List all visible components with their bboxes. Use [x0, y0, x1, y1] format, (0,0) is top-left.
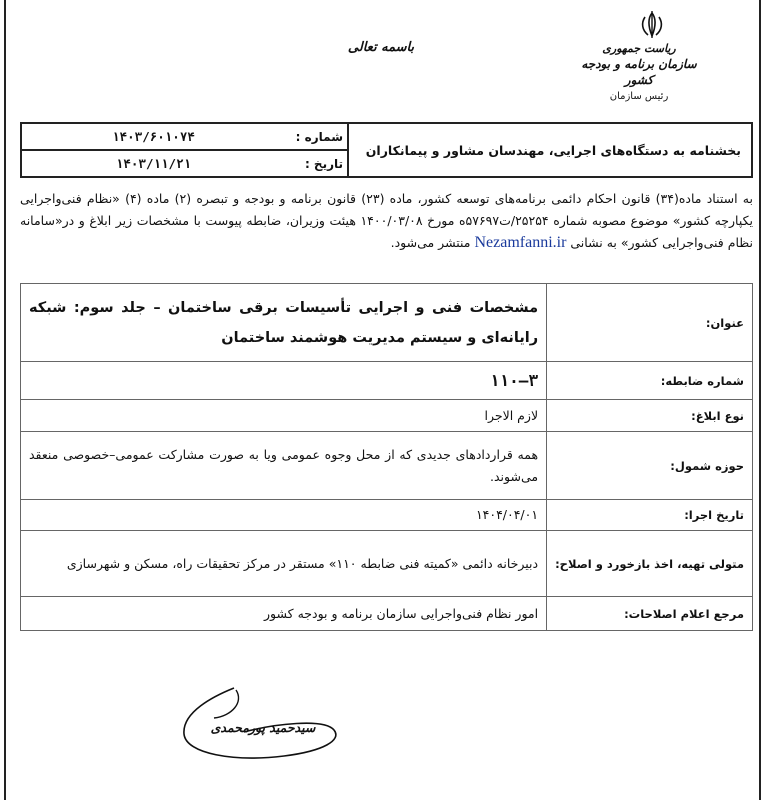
signer-name: سیدحمید پورمحمدی [210, 720, 316, 735]
org-name: سازمان برنامه و بودجه کشور [581, 57, 697, 87]
table-row [21, 400, 753, 432]
title-value: مشخصات فنی و اجرایی تأسیسات برقی ساختمان – جلد سوم: شبکه رایانه‌ای و سیستم مدیریت هوشمند ساختمان [21, 284, 547, 362]
letter-date-value: ۱۴۰۳/۱۱/۲۱ [115, 156, 192, 171]
letter-date-label: تاریخ : [304, 156, 343, 171]
signature [174, 682, 364, 772]
table-row [21, 597, 753, 631]
letter-date-row [22, 149, 347, 176]
table-row [21, 500, 753, 531]
letter-number-row [22, 124, 347, 149]
intro-text-end: منتشر می‌شود. [390, 235, 471, 250]
letter-number-value: ۱۴۰۳/۶۰۱۰۷۴ [112, 129, 195, 144]
letter-number-label: شماره : [295, 129, 343, 144]
intro-text: به استناد ماده(۳۴) قانون احکام دائمی برنامه‌های توسعه کشور، ماده (۲۳) قانون برنامه و بودجه و تبصره (۲) ماده (۴) «نظام فنی‌واجرایی یکپارچه کشور» موضوع مصوبه شماره ۲۵۲۵۴/ت۵۷۶۹۷ه مورخ ۱۴۰۰/۰۳/۰۸ هیئت وزیران، ضابطه پیوست با مشخصات زیر ابلاغ و در«سامانه نظام فنی‌واجرایی کشور» به نشانی [20, 191, 753, 250]
iran-emblem-icon [637, 10, 667, 40]
letter-subject: بخشنامه به دستگاه‌های اجرایی، مهندسان مشاور و پیمانکاران [347, 124, 751, 176]
title-label: عنوان: [547, 284, 753, 362]
basmala: باسمه تعالی [347, 40, 415, 55]
table-row [21, 284, 753, 362]
website-link[interactable]: Nezamfanni.ir [474, 234, 567, 251]
table-row [21, 432, 753, 500]
table-row [21, 362, 753, 400]
scope-value: همه قراردادهای جدیدی که از محل وجوه عمومی ویا به صورت مشارکت عمومی–خصوصی منعقد می‌شوند. [21, 432, 547, 500]
scope-label: حوزه شمول: [547, 432, 753, 500]
organization-block [579, 42, 699, 104]
custodian-value: دبیرخانه دائمی «کمیته فنی ضابطه ۱۱۰» مستقر در مرکز تحقیقات راه، مسکن و شهرسازی [21, 531, 547, 597]
letterhead [6, 0, 759, 120]
table-row [21, 531, 753, 597]
letter-meta-fields [22, 124, 347, 176]
letter-meta-box [20, 122, 753, 178]
effective-date-value: ۱۴۰۴/۰۴/۰۱ [21, 500, 547, 531]
org-presidency: ریاست جمهوری [602, 42, 676, 55]
intro-paragraph [20, 188, 753, 254]
reference-label: مرجع اعلام اصلاحات: [547, 597, 753, 631]
notification-type-label: نوع ابلاغ: [547, 400, 753, 432]
custodian-label: متولی تهیه، اخذ بازخورد و اصلاح: [547, 531, 753, 597]
specification-table [20, 283, 753, 631]
code-label: شماره ضابطه: [547, 362, 753, 400]
effective-date-label: تاریخ اجرا: [547, 500, 753, 531]
notification-type-value: لازم الاجرا [21, 400, 547, 432]
document-page [4, 0, 761, 800]
code-value: ۳–۱۱۰ [21, 362, 547, 400]
reference-value: امور نظام فنی‌واجرایی سازمان برنامه و بودجه کشور [21, 597, 547, 631]
org-head-title: رئیس سازمان [609, 91, 669, 102]
